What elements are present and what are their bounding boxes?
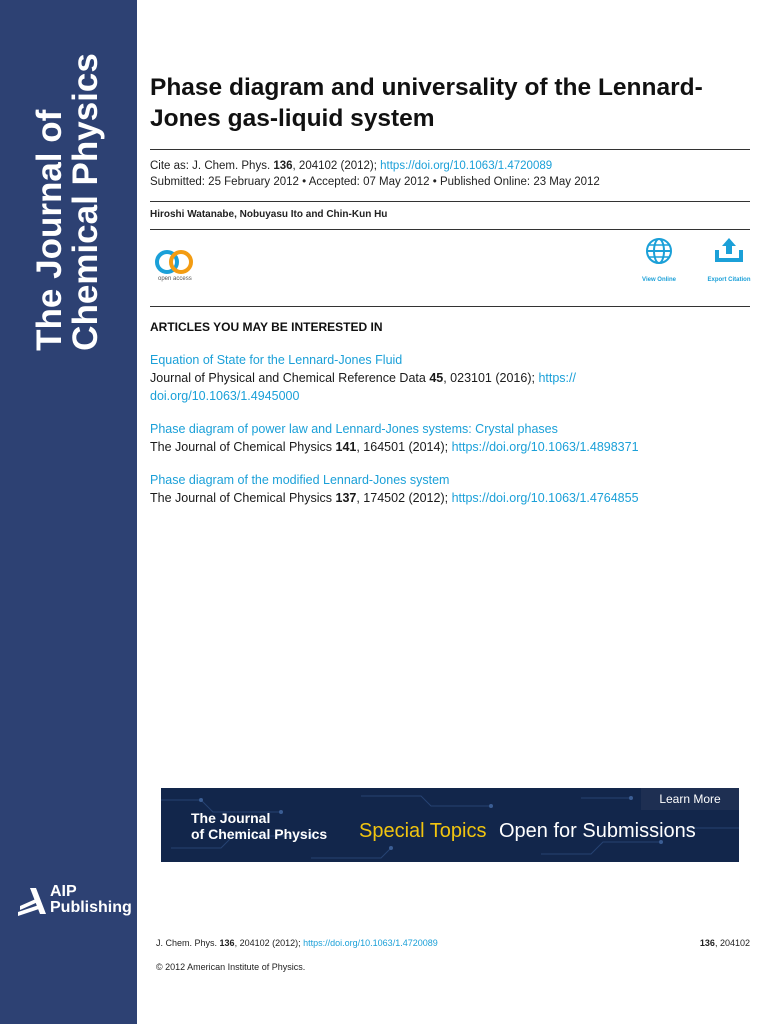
related-article xyxy=(150,420,710,456)
footer-volume: 136 xyxy=(219,938,235,948)
open-access-logo xyxy=(153,248,195,284)
related-article-journal: The Journal of Chemical Physics xyxy=(150,440,336,454)
footer-cite-prefix: J. Chem. Phys. xyxy=(156,938,220,948)
journal-name-line1: The Journal of xyxy=(30,109,69,351)
related-article-journal: The Journal of Chemical Physics xyxy=(150,491,336,505)
banner-journal-line1: The Journal xyxy=(191,810,271,826)
export-icon xyxy=(712,236,746,266)
related-articles-heading: ARTICLES YOU MAY BE INTERESTED IN xyxy=(150,320,383,334)
related-article-rest: , 174502 (2012); xyxy=(356,491,452,505)
related-article-rest: , 023101 (2016); xyxy=(443,371,539,385)
citation-block xyxy=(150,158,600,190)
article-title: Phase diagram and universality of the Lennard-Jones gas-liquid system xyxy=(150,74,703,132)
copyright-notice: © 2012 American Institute of Physics. xyxy=(156,962,306,972)
related-article-title[interactable]: Phase diagram of the modified Lennard-Jones system xyxy=(150,473,450,487)
related-article-volume: 45 xyxy=(429,371,444,385)
aip-logo-line2: Publishing xyxy=(50,899,132,916)
divider xyxy=(150,201,750,202)
related-article-rest: , 164501 (2014); xyxy=(356,440,452,454)
export-citation-button[interactable] xyxy=(699,236,759,283)
footer-page-ref xyxy=(700,938,750,948)
related-article-volume: 141 xyxy=(335,440,357,454)
divider xyxy=(150,149,750,150)
cite-volume: 136 xyxy=(273,160,293,172)
divider xyxy=(150,229,750,230)
cite-rest: , 204102 (2012); xyxy=(292,160,381,172)
footer-citation xyxy=(156,938,438,948)
banner-journal-name xyxy=(191,810,327,842)
banner-open-submissions: Open for Submissions xyxy=(499,820,696,842)
related-article-doi-link[interactable]: https://doi.org/10.1063/1.4764855 xyxy=(451,491,639,505)
aip-logo-icon xyxy=(16,886,48,916)
article-doi-link[interactable]: https://doi.org/10.1063/1.4720089 xyxy=(380,160,553,172)
footer-right-volume: 136 xyxy=(699,938,715,948)
journal-name-line2: Chemical Physics xyxy=(66,53,105,351)
open-access-icon xyxy=(153,248,195,276)
cite-line xyxy=(150,158,600,174)
related-article xyxy=(150,471,710,507)
journal-sidebar xyxy=(0,0,137,1024)
related-article-journal: Journal of Physical and Chemical Reference Data xyxy=(150,371,430,385)
aip-publishing-logo[interactable] xyxy=(16,884,132,916)
learn-more-button[interactable]: Learn More xyxy=(641,788,739,810)
open-access-label: open access xyxy=(158,276,192,282)
footer-cite-rest: , 204102 (2012); xyxy=(234,938,304,948)
footer-doi-link[interactable]: https://doi.org/10.1063/1.4720089 xyxy=(303,938,438,948)
view-online-button[interactable] xyxy=(629,236,689,283)
related-article-volume: 137 xyxy=(335,491,357,505)
aip-logo-line1: AIP xyxy=(50,883,77,900)
globe-icon xyxy=(644,236,674,266)
cite-prefix: Cite as: J. Chem. Phys. xyxy=(150,160,274,172)
footer-right-rest: , 204102 xyxy=(714,938,750,948)
publication-dates: Submitted: 25 February 2012 • Accepted: 07 May 2012 • Published Online: 23 May 2012 xyxy=(150,176,600,188)
related-article-title[interactable]: Equation of State for the Lennard-Jones Fluid xyxy=(150,353,403,367)
related-article-title[interactable]: Phase diagram of power law and Lennard-Jones systems: Crystal phases xyxy=(150,422,558,436)
divider xyxy=(150,306,750,307)
related-article xyxy=(150,351,710,405)
journal-name-vertical xyxy=(32,53,104,351)
export-citation-label: Export Citation xyxy=(707,277,751,283)
banner-journal-line2: of Chemical Physics xyxy=(191,826,328,842)
special-topics-banner[interactable] xyxy=(161,788,739,862)
related-article-doi-link[interactable]: doi.org/10.1063/1.4945000 xyxy=(150,389,300,403)
related-article-doi-link[interactable]: https://doi.org/10.1063/1.4898371 xyxy=(451,440,639,454)
view-online-label: View Online xyxy=(642,277,676,283)
banner-special-topics: Special Topics xyxy=(359,820,487,842)
author-list: Hiroshi Watanabe, Nobuyasu Ito and Chin-Kun Hu xyxy=(150,209,388,220)
related-article-doi-link[interactable]: https:// xyxy=(538,371,576,385)
